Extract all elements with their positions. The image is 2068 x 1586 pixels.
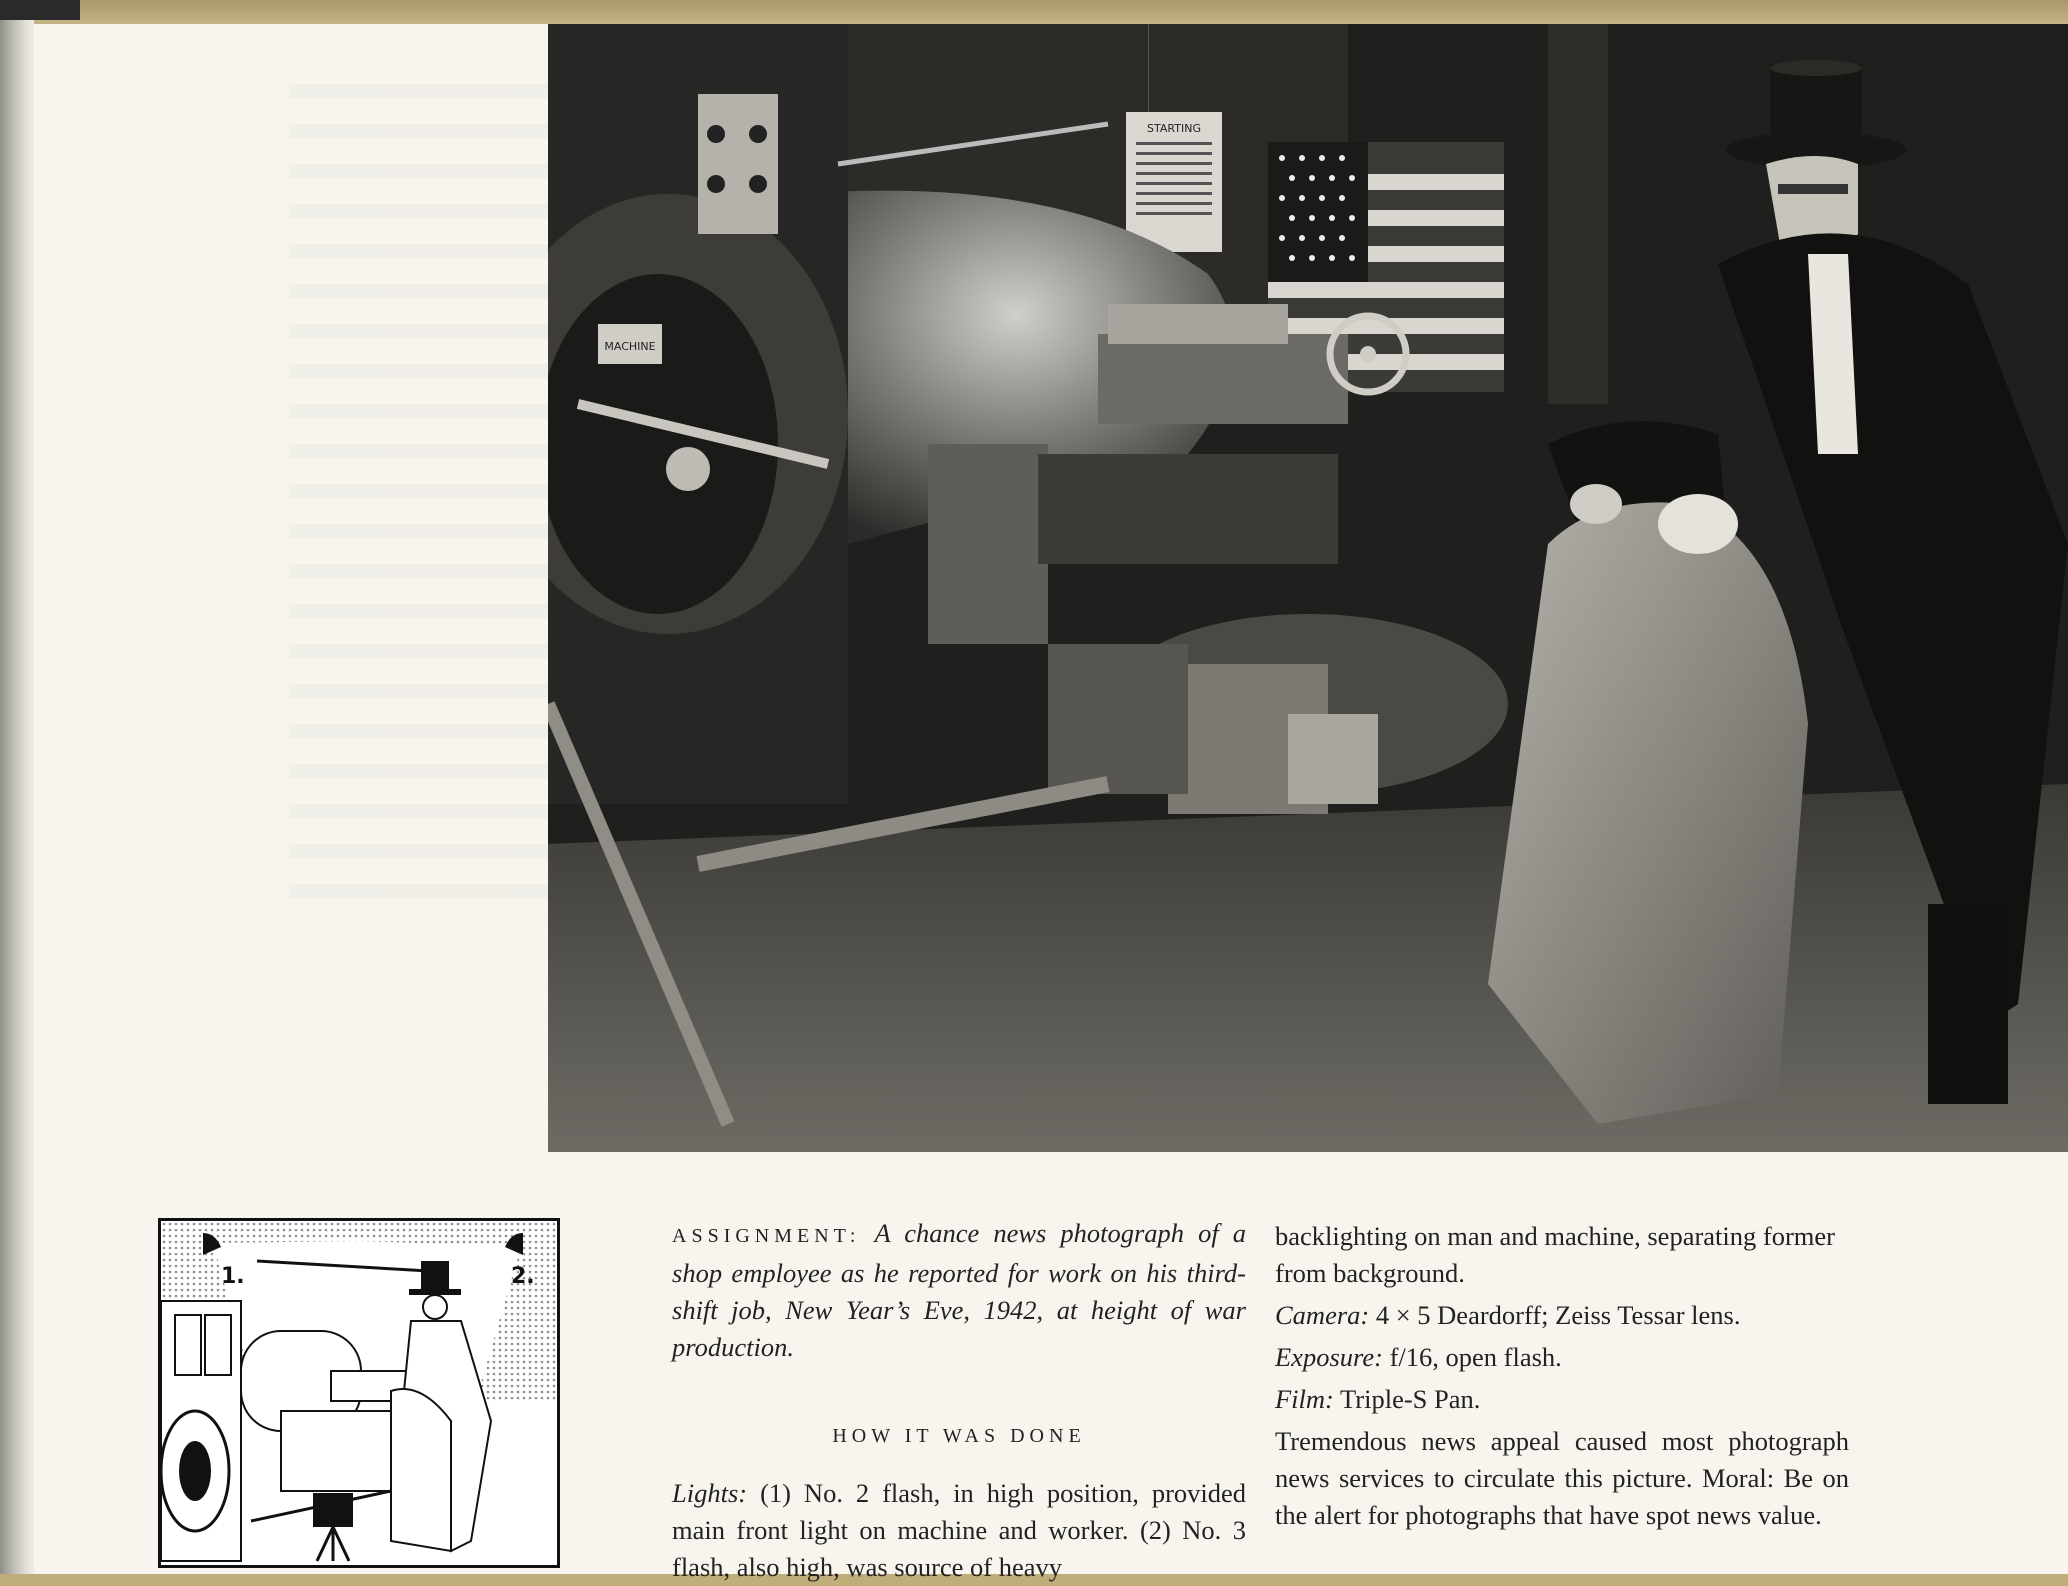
- lighting-diagram: [158, 1218, 560, 1568]
- lights-label: Lights:: [672, 1478, 748, 1508]
- assignment-text: A chance news photograph of a shop employee as he reported for work on his third-shift job, New Year’s Eve, 1942, at height of war production.: [672, 1218, 1246, 1362]
- closing-paragraph: Tremendous news appeal caused most photograph news services to circulate this picture. Moral: Be on the alert for photographs that have spot news value.: [1275, 1426, 1849, 1530]
- main-photograph: [548, 24, 2068, 1152]
- top-edge: [0, 0, 2068, 26]
- lights-continued: backlighting on man and machine, separating former from background.: [1275, 1221, 1835, 1288]
- photo-drawing: [548, 24, 2068, 1152]
- how-it-was-done-heading: HOW IT WAS DONE: [832, 1425, 1086, 1447]
- camera-text: 4 × 5 Deardorff; Zeiss Tessar lens.: [1375, 1300, 1741, 1330]
- exposure-text: f/16, open flash.: [1389, 1342, 1562, 1372]
- sign-label: STARTING: [1147, 122, 1201, 135]
- caption-column-left: [672, 1215, 1246, 1586]
- diagram-drawing: [161, 1221, 557, 1565]
- show-through-text: [289, 84, 579, 904]
- lights-paragraph: [672, 1475, 1246, 1586]
- exposure-label: Exposure:: [1275, 1342, 1383, 1372]
- assignment-paragraph: [672, 1215, 1246, 1366]
- lights-text: (1) No. 2 flash, in high position, provided main front light on machine and worker. (2) No. 3 flash, also high, was source of heavy: [672, 1478, 1247, 1582]
- top-corner-shadow: [0, 0, 80, 20]
- caption-column-right: [1275, 1218, 1849, 1534]
- film-line: [1275, 1381, 1849, 1418]
- flash-label-1: 1.: [221, 1264, 245, 1289]
- plate-label: MACHINE: [604, 340, 656, 353]
- film-text: Triple-S Pan.: [1340, 1384, 1481, 1414]
- camera-label: Camera:: [1275, 1300, 1370, 1330]
- camera-line: [1275, 1297, 1849, 1334]
- assignment-label: ASSIGNMENT:: [672, 1225, 861, 1247]
- book-gutter: [0, 20, 34, 1574]
- flash-label-2: 2.: [511, 1264, 535, 1289]
- exposure-line: [1275, 1339, 1849, 1376]
- film-label: Film:: [1275, 1384, 1334, 1414]
